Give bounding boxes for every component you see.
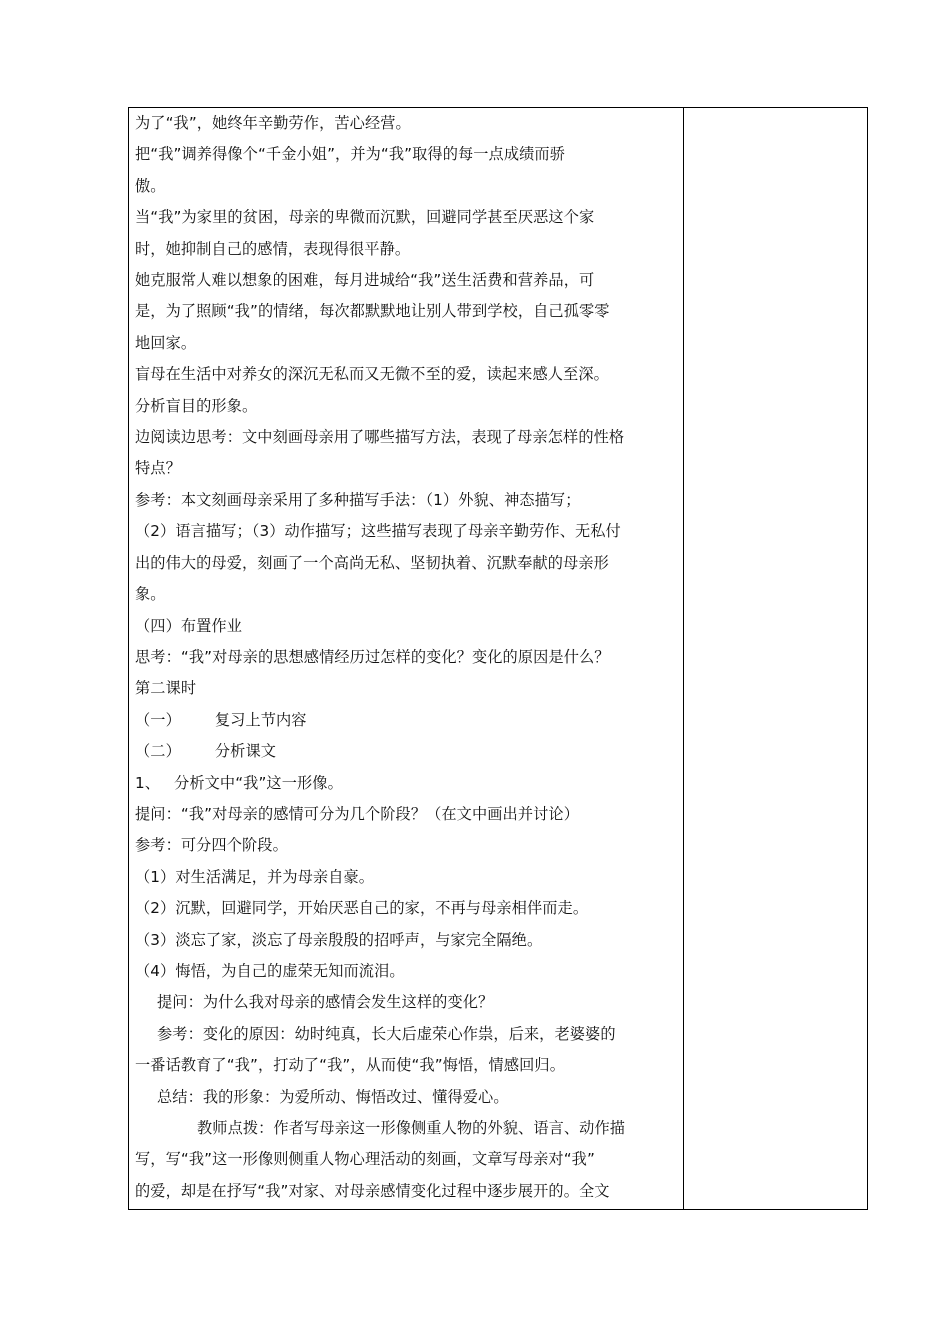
text-line: 为了“我”，她终年辛勤劳作，苦心经营。 — [135, 114, 411, 132]
text-line: 地回家。 — [135, 333, 197, 352]
outline-item — [135, 768, 677, 799]
outline-text: 复习上节内容 — [214, 710, 307, 729]
text-line: 傲。 — [135, 176, 166, 195]
lesson-table — [128, 107, 868, 1210]
text-line: 是，为了照顾“我”的情绪，每次都默默地让别人带到学校，自己孤零零 — [135, 302, 610, 321]
text-line: 把“我”调养得像个“千金小姐”，并为“我”取得的每一点成绩而骄 — [135, 145, 565, 164]
text-line: 参考：变化的原因：幼时纯真，长大后虚荣心作祟，后来，老婆婆的 — [157, 1024, 616, 1043]
outline-item — [135, 705, 677, 736]
text-line: 出的伟大的母爱，刻画了一个高尚无私、坚韧执着、沉默奉献的母亲形 — [135, 553, 609, 572]
text-line: 提问：“我”对母亲的感情可分为几个阶段？（在文中画出并讨论） — [135, 804, 579, 823]
text-line: 思考：“我”对母亲的思想感情经历过怎样的变化？变化的原因是什么？ — [135, 647, 610, 666]
text-line: 时，她抑制自己的感情，表现得很平静。 — [135, 239, 411, 258]
summary-line: 总结：我的形象：为爱所动、悔悟改过、懂得爱心。 — [157, 1087, 509, 1106]
text-line: 分析盲目的形象。 — [135, 396, 258, 415]
outline-text: 分析文中“我”这一形像。 — [174, 773, 343, 792]
text-line: 她克服常人难以想象的困难，每月进城给“我”送生活费和营养品，可 — [135, 271, 595, 290]
stage-item: （1）对生活满足，并为母亲自豪。 — [135, 867, 375, 886]
stage-item: （3）淡忘了家，淡忘了母亲殷殷的招呼声，与家完全隔绝。 — [135, 930, 543, 949]
text-line: 当“我”为家里的贫困，母亲的卑微而沉默，回避同学甚至厌恶这个家 — [135, 208, 595, 227]
outline-item — [135, 736, 677, 767]
text-line: 的爱，却是在抒写“我”对家、对母亲感情变化过程中逐步展开的。全文 — [135, 1181, 610, 1200]
text-line: 一番话教育了“我”，打动了“我”，从而使“我”悔悟，情感回归。 — [135, 1056, 565, 1075]
text-line: 象。 — [135, 585, 166, 604]
stage-item: （4）悔悟，为自己的虚荣无知而流泪。 — [135, 961, 405, 980]
text-line: 盲母在生活中对养女的深沉无私而又无微不至的爱，读起来感人至深。 — [135, 365, 609, 384]
text-line: （2）语言描写；（3）动作描写；这些描写表现了母亲辛勤劳作、无私付 — [135, 522, 621, 541]
text-line: 参考：可分四个阶段。 — [135, 836, 288, 855]
text-line: 特点？ — [135, 459, 181, 478]
content-column — [129, 108, 684, 1209]
text-line: 参考：本文刻画母亲采用了多种描写手法：（1）外貌、神态描写； — [135, 490, 581, 509]
stage-item: （2）沉默，回避同学，开始厌恶自己的家，不再与母亲相伴而走。 — [135, 899, 589, 918]
text-line: 边阅读边思考：文中刻画母亲用了哪些描写方法，表现了母亲怎样的性格 — [135, 428, 625, 447]
section-heading: （四）布置作业 — [135, 616, 243, 635]
text-line: 写，写“我”这一形像则侧重人物心理活动的刻画，文章写母亲对“我” — [135, 1150, 595, 1169]
outline-number: （一） — [135, 710, 181, 729]
teacher-note: 教师点拨：作者写母亲这一形像侧重人物的外貌、语言、动作描 — [197, 1119, 626, 1137]
outline-number: （二） — [135, 742, 181, 761]
text-line: 提问：为什么我对母亲的感情会发生这样的变化？ — [157, 993, 494, 1012]
notes-column — [684, 108, 867, 1209]
lesson-heading: 第二课时 — [135, 679, 197, 698]
outline-number: 1、 — [135, 773, 161, 792]
outline-text: 分析课文 — [214, 742, 277, 761]
